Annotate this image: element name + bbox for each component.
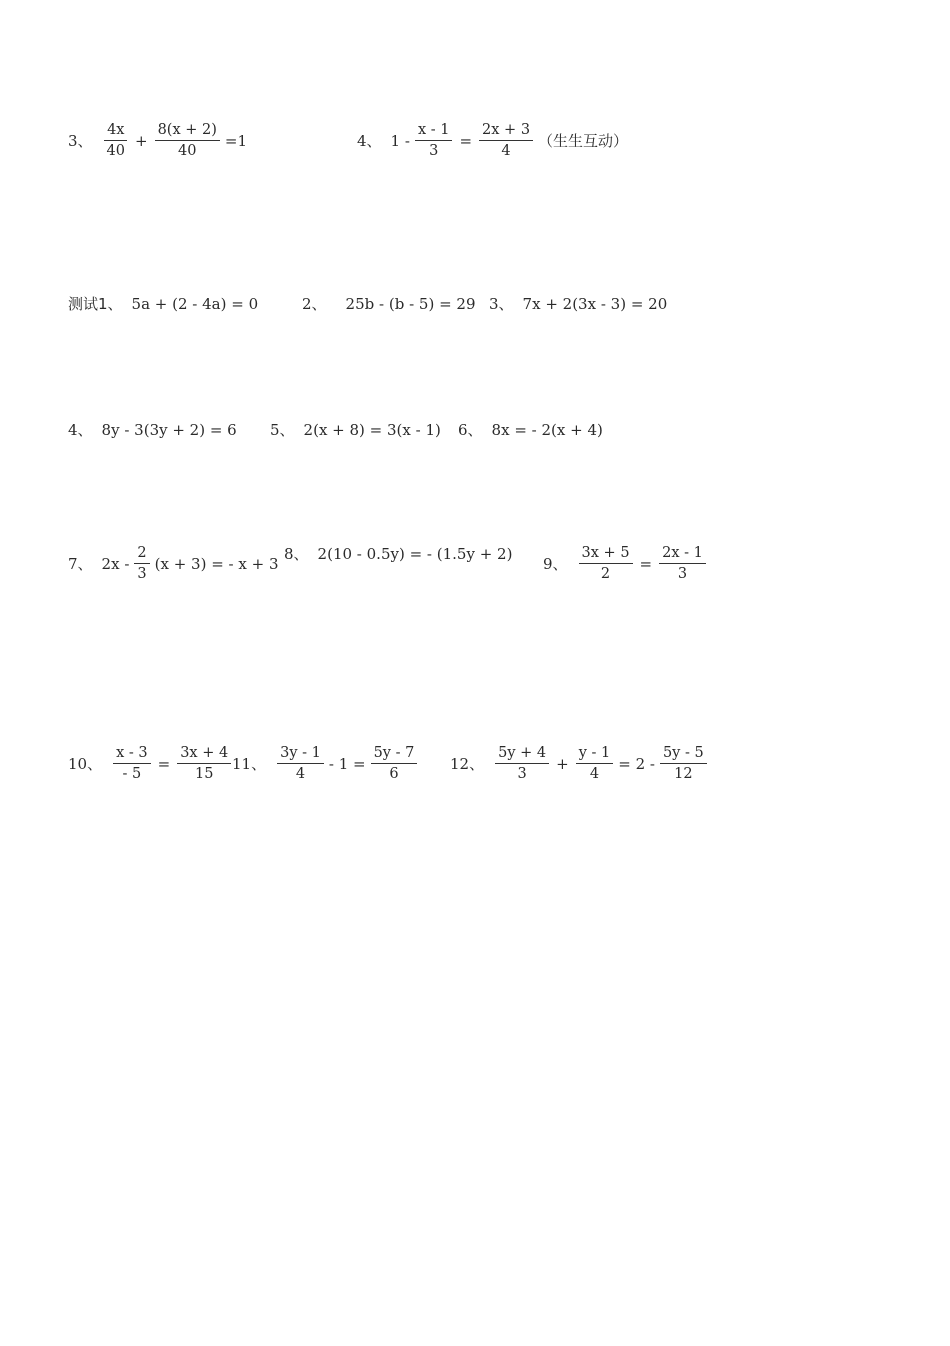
fraction: [371, 743, 418, 784]
problem-number: 2、: [302, 295, 327, 313]
denominator: 15: [194, 766, 214, 782]
numerator: y - 1: [576, 743, 614, 764]
problem-5: [270, 419, 441, 440]
fraction: [576, 743, 614, 784]
denominator: 3: [137, 566, 147, 582]
numerator: 2x + 3: [479, 120, 533, 141]
denominator: 4: [589, 766, 600, 782]
lead-term: 2x -: [101, 554, 130, 573]
problem-4: [357, 120, 628, 161]
denominator: 3: [429, 143, 439, 159]
numerator: x - 1: [415, 120, 453, 141]
operator: +: [135, 131, 148, 150]
fraction: [415, 120, 453, 161]
problem-number: 9、: [543, 555, 568, 573]
numerator: 5y + 4: [495, 743, 549, 764]
numerator: 5y - 7: [371, 743, 418, 764]
operator: =: [157, 754, 171, 773]
problem-number: 3、: [489, 295, 514, 313]
denominator: 4: [501, 143, 511, 159]
numerator: 2: [134, 543, 149, 564]
denominator: - 5: [122, 766, 142, 782]
right-hand-side: =1: [224, 131, 248, 150]
numerator: 3y - 1: [277, 743, 324, 764]
denominator: 40: [106, 143, 125, 159]
fraction: [579, 543, 633, 584]
problem-12: [450, 743, 709, 784]
denominator: 3: [677, 566, 688, 582]
operator: +: [556, 754, 569, 773]
problem-8: [284, 543, 512, 564]
problem-10: [68, 743, 233, 784]
equation: 8x = - 2(x + 4): [491, 420, 603, 439]
problem-6: [458, 419, 603, 440]
problem-number: 11、: [232, 755, 267, 773]
problem-7: [68, 543, 279, 584]
problem-number: 5、: [270, 421, 295, 439]
middle-term: = 2 -: [618, 754, 655, 773]
operator: =: [459, 131, 473, 150]
denominator: 12: [674, 766, 693, 782]
numerator: 2x - 1: [659, 543, 706, 564]
problem-number: 6、: [458, 421, 483, 439]
fraction: [660, 743, 707, 784]
denominator: 40: [178, 143, 197, 159]
problem-number: 4、: [357, 132, 382, 150]
fraction: [479, 120, 533, 161]
note: （生生互动）: [538, 132, 629, 150]
denominator: 6: [389, 766, 399, 782]
fraction: [134, 543, 149, 584]
denominator: 4: [295, 766, 306, 782]
test-problem-2: [302, 293, 476, 314]
equation: 7x + 2(3x - 3) = 20: [522, 294, 668, 313]
equation: 2(10 - 0.5y) = - (1.5y + 2): [317, 544, 513, 563]
fraction: [177, 743, 231, 784]
numerator: x - 3: [113, 743, 151, 764]
problem-11: [232, 743, 419, 784]
denominator: 3: [517, 766, 527, 782]
numerator: 4x: [104, 120, 127, 141]
numerator: 8(x + 2): [155, 120, 220, 141]
equation: 5a + (2 - 4a) = 0: [131, 294, 259, 313]
fraction: [113, 743, 151, 784]
numerator: 3x + 5: [579, 543, 633, 564]
problem-number: 4、: [68, 421, 93, 439]
test-problem-3: [489, 293, 667, 314]
operator: =: [639, 554, 653, 573]
equation: 2(x + 8) = 3(x - 1): [303, 420, 441, 439]
problem-3: [68, 120, 247, 161]
lead-term: 1 -: [390, 131, 410, 150]
fraction: [495, 743, 549, 784]
denominator: 2: [600, 566, 611, 582]
problem-number: 12、: [450, 755, 485, 773]
problem-4b: [68, 419, 237, 440]
problem-number: 10、: [68, 755, 103, 773]
problem-9: [543, 543, 708, 584]
numerator: 3x + 4: [177, 743, 231, 764]
problem-number: 8、: [284, 545, 309, 563]
fraction: [104, 120, 128, 161]
equation-tail: (x + 3) = - x + 3: [154, 554, 279, 573]
test-problem-1: [68, 293, 258, 314]
problem-number: 3、: [68, 132, 93, 150]
fraction: [155, 120, 220, 161]
middle-term: - 1 =: [328, 754, 366, 773]
test-label: 测试1、: [68, 295, 123, 313]
problem-number: 7、: [68, 555, 93, 573]
equation: 8y - 3(3y + 2) = 6: [101, 420, 237, 439]
numerator: 5y - 5: [660, 743, 707, 764]
equation: 25b - (b - 5) = 29: [345, 294, 476, 313]
fraction: [659, 543, 706, 584]
fraction: [277, 743, 324, 784]
